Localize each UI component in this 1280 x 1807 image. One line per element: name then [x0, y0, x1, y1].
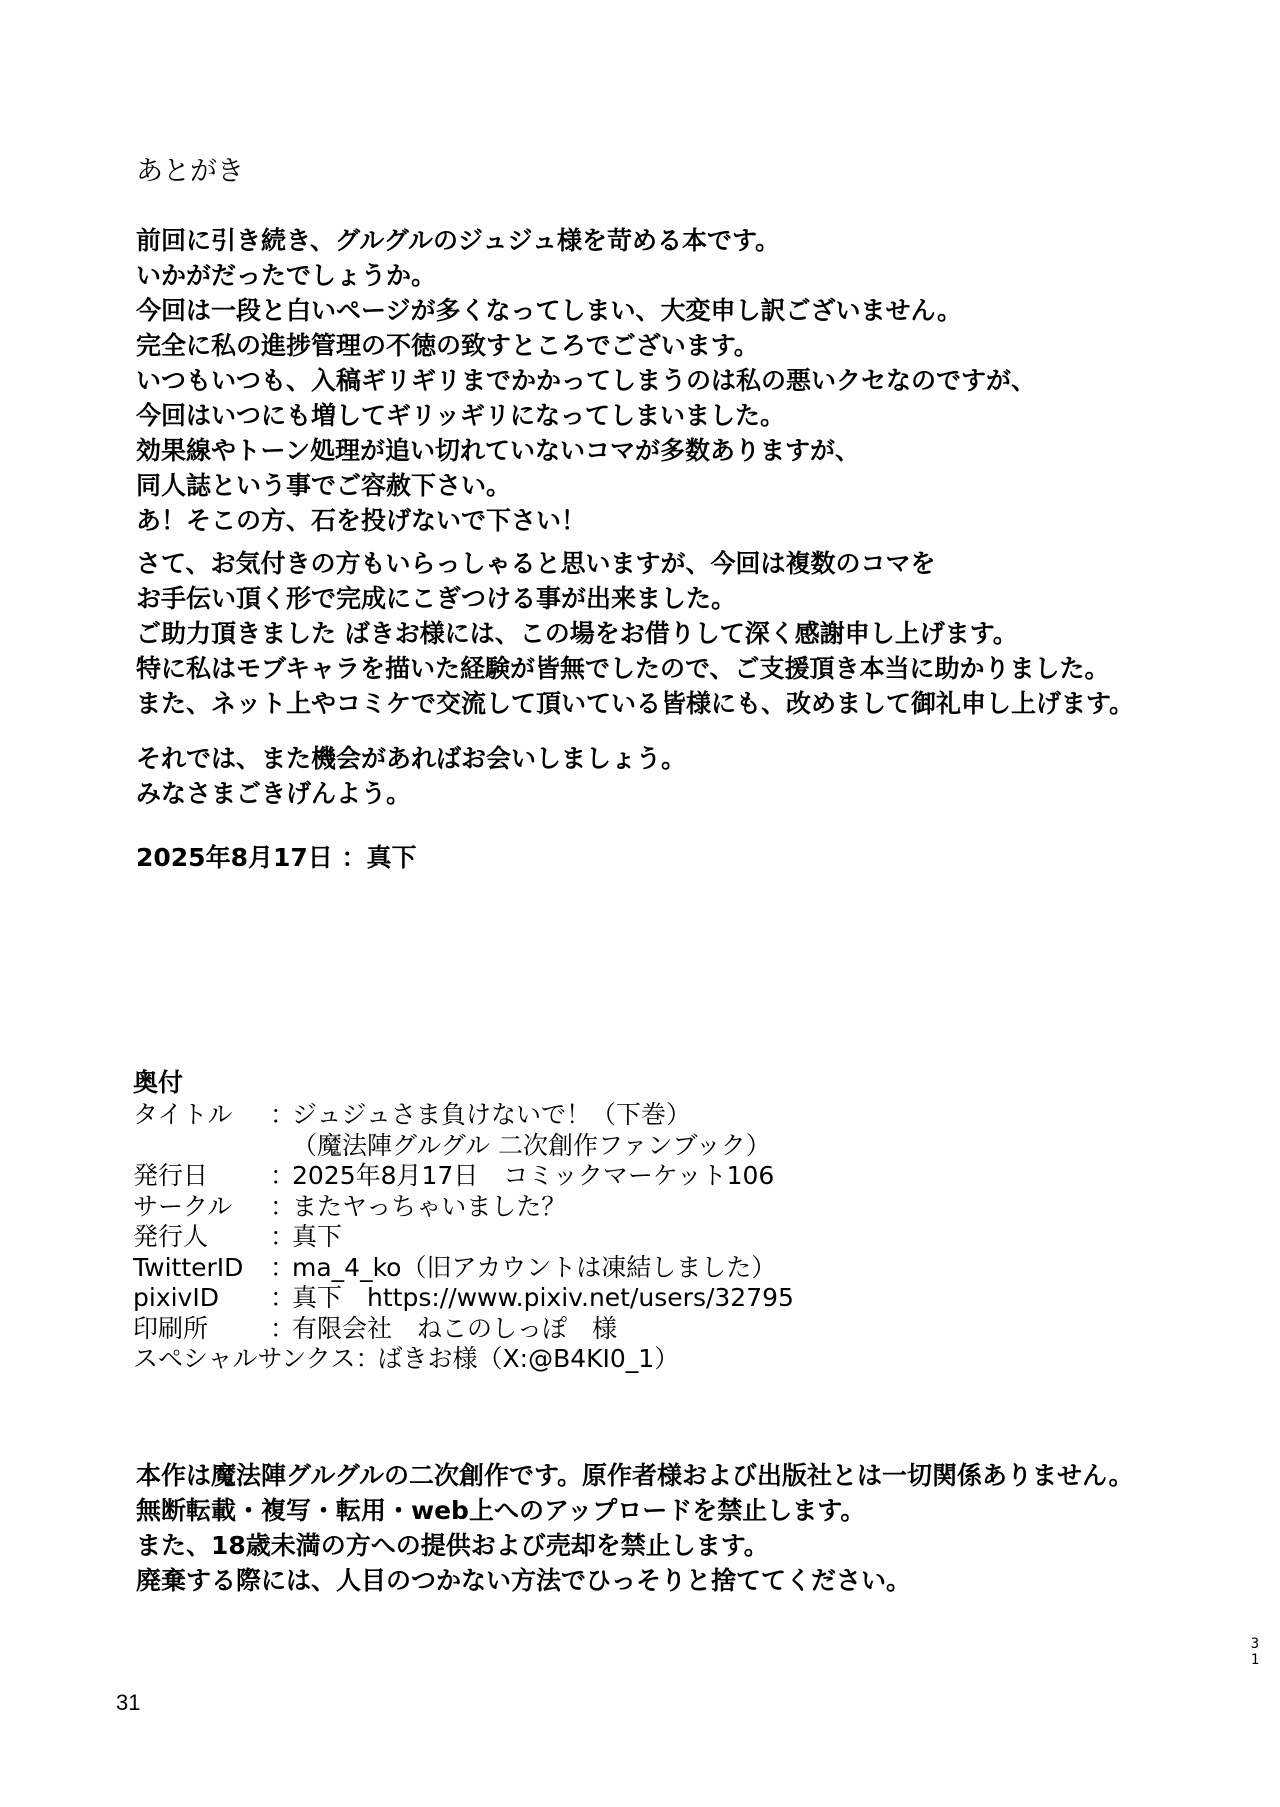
colophon-value: ジュジュさま負けないで！（下巻）	[292, 1100, 692, 1129]
text-line: 無断転載・複写・転用・web上へのアップロードを禁止します。	[136, 1496, 866, 1525]
afterword-signature	[136, 840, 416, 875]
colophon	[133, 1068, 794, 1375]
colophon-separator: ：	[270, 1100, 296, 1129]
text-line: いつもいつも、入稿ギリギリまでかかってしまうのは私の悪いクセなのですが、	[136, 366, 1037, 395]
colophon-row-printer	[133, 1314, 794, 1345]
colophon-separator: ：	[355, 1344, 381, 1373]
colophon-separator: ：	[270, 1252, 296, 1282]
text-line: ご助力頂きました ばきお様には、この場をお借りして深く感謝申し上げます。	[136, 619, 1018, 648]
colophon-value: またヤっちゃいました？	[292, 1191, 567, 1221]
page-number: 31	[116, 1690, 141, 1715]
afterword-heading	[136, 154, 244, 189]
text-line: 前回に引き続き、グルグルのジュジュ様を苛める本です。	[136, 226, 781, 255]
colophon-separator: ：	[270, 1191, 296, 1221]
text-line: 完全に私の進捗管理の不徳の致すところでございます。	[136, 331, 759, 360]
colophon-row-circle	[133, 1192, 794, 1223]
colophon-label: pixivID	[133, 1283, 219, 1312]
text-line: また、18歳未満の方への提供および売却を禁止します。	[136, 1531, 769, 1560]
page-number-digit: 3	[1250, 1636, 1260, 1652]
colophon-label: 発行人	[133, 1222, 209, 1251]
colophon-row-pixiv	[133, 1283, 794, 1314]
colophon-separator: ：	[270, 1283, 296, 1312]
colophon-heading: 奥付	[133, 1068, 184, 1097]
colophon-label: 印刷所	[133, 1313, 209, 1343]
text-line: 廃棄する際には、人目のつかない方法でひっそりと捨ててください。	[136, 1566, 912, 1595]
text-line: さて、お気付きの方もいらっしゃると思いますが、今回は複数のコマを	[136, 549, 936, 578]
page-number-digit: 1	[1250, 1652, 1260, 1668]
afterword-paragraph-2	[136, 546, 1134, 721]
colophon-row-title-sub	[133, 1131, 794, 1162]
text-line: それでは、また機会があればお会いしましょう。	[136, 744, 687, 773]
colophon-value: 2025年8月17日 コミックマーケット106	[292, 1161, 775, 1190]
colophon-value: 有限会社 ねこのしっぽ 様	[292, 1313, 618, 1343]
text-line: あ！そこの方、石を投げないで下さい！	[136, 506, 587, 535]
colophon-value: ma_4_ko（旧アカウントは凍結しました）	[292, 1252, 777, 1282]
text-line: 同人誌という事でご容赦下さい。	[136, 471, 512, 500]
colophon-row-thanks	[133, 1344, 794, 1375]
afterword-paragraph-1	[136, 223, 1036, 538]
signature-text: 2025年8月17日 ：真下	[136, 843, 417, 872]
colophon-label-empty	[133, 1131, 270, 1162]
colophon-label: タイトル	[133, 1100, 233, 1129]
colophon-row-title	[133, 1100, 794, 1131]
colophon-row-publisher	[133, 1222, 794, 1253]
text-line: 本作は魔法陣グルグルの二次創作です。原作者様および出版社とは一切関係ありません。	[136, 1461, 1134, 1490]
colophon-value: （魔法陣グルグル 二次創作ファンブック）	[292, 1130, 771, 1160]
text-line: 今回はいつにも増してギリッギリになってしまいました。	[136, 401, 786, 430]
afterword-paragraph-3	[136, 741, 686, 811]
colophon-label: サークル	[133, 1191, 233, 1221]
colophon-row-date	[133, 1161, 794, 1192]
text-line: みなさまごきげんよう。	[136, 779, 412, 808]
colophon-separator-empty	[270, 1131, 292, 1162]
colophon-separator: ：	[270, 1222, 296, 1251]
text-line: 特に私はモブキャラを描いた経験が皆無でしたので、ご支援頂き本当に助かりました。	[136, 654, 1110, 683]
afterword-heading-text: あとがき	[136, 156, 244, 187]
colophon-label: TwitterID	[133, 1252, 244, 1282]
colophon-value: 真下 https://www.pixiv.net/users/32795	[292, 1283, 794, 1312]
colophon-separator: ：	[270, 1161, 296, 1190]
colophon-label: 発行日	[133, 1161, 209, 1190]
text-line: 今回は一段と白いページが多くなってしまい、大変申し訳ございません。	[136, 296, 963, 325]
colophon-value: ばきお様（X:@B4KI0_1）	[377, 1344, 680, 1373]
text-line: いかがだったでしょうか。	[136, 261, 437, 290]
text-line: お手伝い頂く形で完成にこぎつける事が出来ました。	[136, 584, 737, 613]
page-number-vertical	[1248, 1636, 1262, 1668]
colophon-label: スペシャルサンクス	[133, 1344, 356, 1373]
text-line: 効果線やトーン処理が追い切れていないコマが多数ありますが、	[136, 436, 861, 465]
text-line: また、ネット上やコミケで交流して頂いている皆様にも、改めまして御礼申し上げます。	[136, 689, 1135, 718]
colophon-value: 真下	[292, 1222, 343, 1251]
legal-notice	[136, 1458, 1134, 1598]
colophon-separator: ：	[270, 1313, 296, 1343]
colophon-row-twitter	[133, 1253, 794, 1284]
